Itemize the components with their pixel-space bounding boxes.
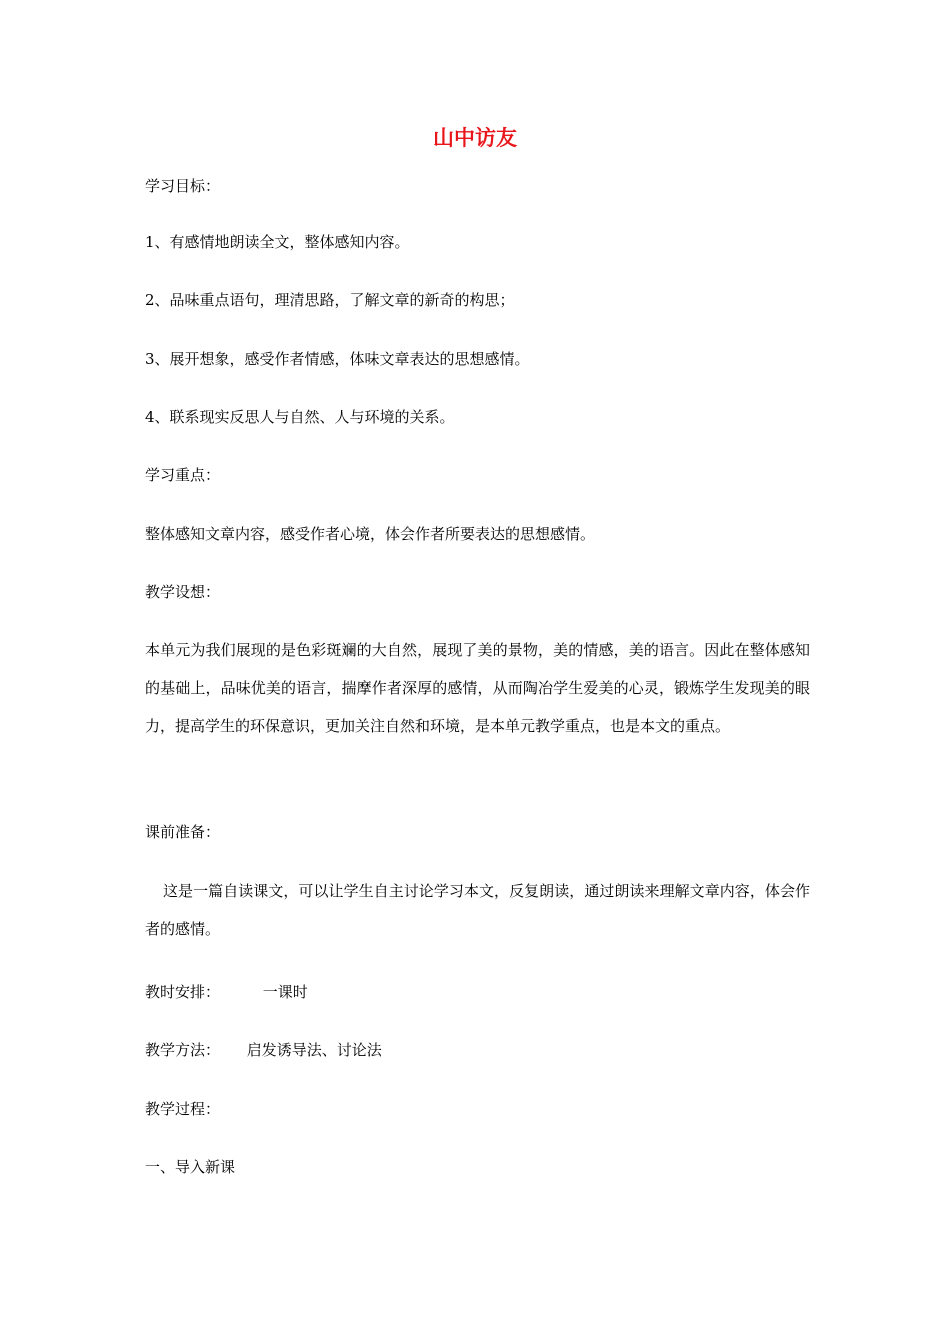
teaching-method bbox=[145, 1038, 382, 1062]
prep-paragraph: 这是一篇自读课文，可以让学生自主讨论学习本文，反复朗读，通过朗读来理解文章内容，体会作者的感情。 bbox=[145, 882, 810, 938]
process-heading: 教学过程： bbox=[145, 1100, 221, 1118]
goal-item-1: 1、有感情地朗读全文，整体感知内容。 bbox=[145, 233, 410, 251]
prep-heading: 课前准备： bbox=[145, 823, 221, 841]
method-value: 启发诱导法、讨论法 bbox=[246, 1041, 382, 1059]
method-label: 教学方法： bbox=[145, 1041, 221, 1059]
step-1-heading: 一、导入新课 bbox=[145, 1158, 236, 1176]
goal-item-4: 4、联系现实反思人与自然、人与环境的关系。 bbox=[145, 408, 455, 426]
design-paragraph: 本单元为我们展现的是色彩斑斓的大自然，展现了美的景物，美的情感，美的语言。因此在整体感知的基础上，品味优美的语言，揣摩作者深厚的感情，从而陶冶学生爱美的心灵，锻炼学生发现美的眼力，提高学生的环保意识，更加关注自然和环境，是本单元教学重点，也是本文的重点。 bbox=[145, 641, 810, 735]
goal-item-2: 2、品味重点语句，理清思路，了解文章的新奇的构思； bbox=[145, 291, 515, 309]
goals-heading: 学习目标： bbox=[145, 177, 221, 195]
focus-heading: 学习重点： bbox=[145, 466, 221, 484]
time-label: 教时安排： bbox=[145, 983, 221, 1001]
design-heading: 教学设想： bbox=[145, 583, 221, 601]
document-title: 山中访友 bbox=[433, 126, 517, 150]
goal-item-3: 3、展开想象，感受作者情感，体味文章表达的思想感情。 bbox=[145, 350, 530, 368]
time-arrangement bbox=[145, 980, 308, 1004]
focus-text: 整体感知文章内容，感受作者心境，体会作者所要表达的思想感情。 bbox=[145, 525, 596, 543]
time-value: 一课时 bbox=[262, 983, 308, 1001]
